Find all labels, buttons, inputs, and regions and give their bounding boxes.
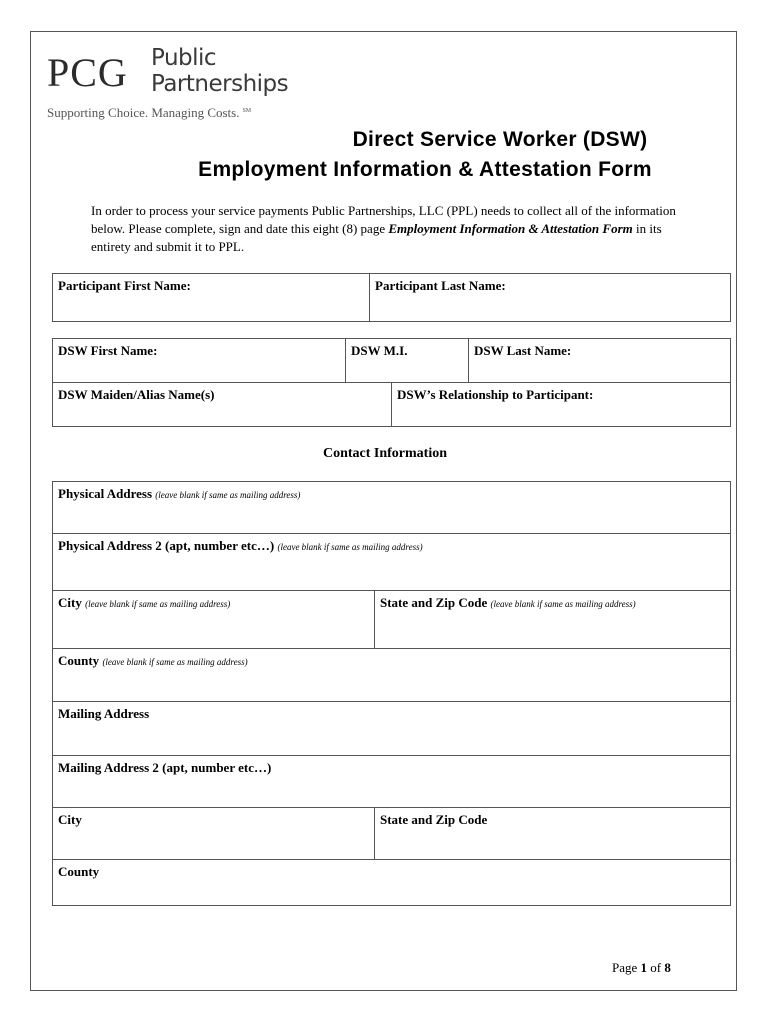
mailing-address-2-label: Mailing Address 2 (apt, number etc…) [58,760,272,775]
logo-company-name [151,45,288,97]
participant-first-name-label: Participant First Name: [58,278,191,293]
mailing-address-field[interactable] [53,702,730,755]
physical-address-2-label: Physical Address 2 (apt, number etc…) [58,538,275,553]
intro-text-2: in its entirety and submit it to PPL. [91,221,662,254]
physical-city-field[interactable] [53,591,374,648]
physical-address-2-field[interactable] [53,534,730,590]
participant-last-name-field[interactable] [370,274,730,321]
physical-state-zip-note: (leave blank if same as mailing address) [490,599,636,609]
physical-state-zip-field[interactable] [375,591,730,648]
physical-address-2-note: (leave blank if same as mailing address) [277,542,423,552]
page-number [612,960,671,976]
physical-address-label: Physical Address [58,486,153,501]
dsw-relationship-label: DSW’s Relationship to Participant: [397,387,594,402]
logo-pcg-text: PCG [47,50,128,95]
logo-name-line1: Public [151,45,217,71]
form-title-line2: Employment Information & Attestation Form [198,158,652,181]
physical-address-note: (leave blank if same as mailing address) [155,490,301,500]
physical-county-label: County [58,653,100,668]
mailing-city-field[interactable] [53,808,374,859]
intro-paragraph [91,202,691,256]
dsw-relationship-field[interactable] [392,383,730,426]
participant-last-name-label: Participant Last Name: [375,278,506,293]
physical-city-note: (leave blank if same as mailing address) [85,599,231,609]
mailing-address-label: Mailing Address [58,706,150,721]
physical-county-note: (leave blank if same as mailing address) [102,657,248,667]
dsw-name-table [52,338,731,427]
participant-first-name-field[interactable] [53,274,369,321]
mailing-state-zip-label: State and Zip Code [380,812,488,827]
contact-information-table [52,481,731,906]
dsw-mi-field[interactable] [346,339,468,382]
form-title-line1: Direct Service Worker (DSW) [352,128,648,151]
dsw-maiden-name-label: DSW Maiden/Alias Name(s) [58,387,215,402]
logo-service-mark: SM [242,107,252,114]
dsw-maiden-name-field[interactable] [53,383,391,426]
physical-address-field[interactable] [53,482,730,533]
mailing-city-label: City [58,812,82,827]
physical-state-zip-label: State and Zip Code [380,595,488,610]
mailing-county-field[interactable] [53,860,730,905]
participant-name-table [52,273,731,322]
logo-tagline [47,105,251,121]
dsw-first-name-label: DSW First Name: [58,343,158,358]
physical-city-label: City [58,595,82,610]
logo-name-line2: Partnerships [151,71,289,97]
physical-county-field[interactable] [53,649,730,701]
intro-emphasis: Employment Information & Attestation Form [388,221,633,236]
of-word: of [650,960,662,975]
mailing-county-label: County [58,864,100,879]
pcg-logo [47,45,347,127]
dsw-last-name-label: DSW Last Name: [474,343,572,358]
total-pages: 8 [664,960,671,975]
mailing-address-2-field[interactable] [53,756,730,807]
page-word: Page [612,960,638,975]
mailing-state-zip-field[interactable] [375,808,730,859]
dsw-first-name-field[interactable] [53,339,345,382]
current-page: 1 [640,960,648,975]
logo-tagline-text: Supporting Choice. Managing Costs. [47,105,240,120]
dsw-last-name-field[interactable] [469,339,730,382]
intro-text-1: In order to process your service payments Public Partnerships, LLC (PPL) needs to collect all of the information below. Please complete, sign and date this eight (8) page [91,203,676,236]
dsw-mi-label: DSW M.I. [351,343,408,358]
contact-information-heading: Contact Information [322,446,448,461]
